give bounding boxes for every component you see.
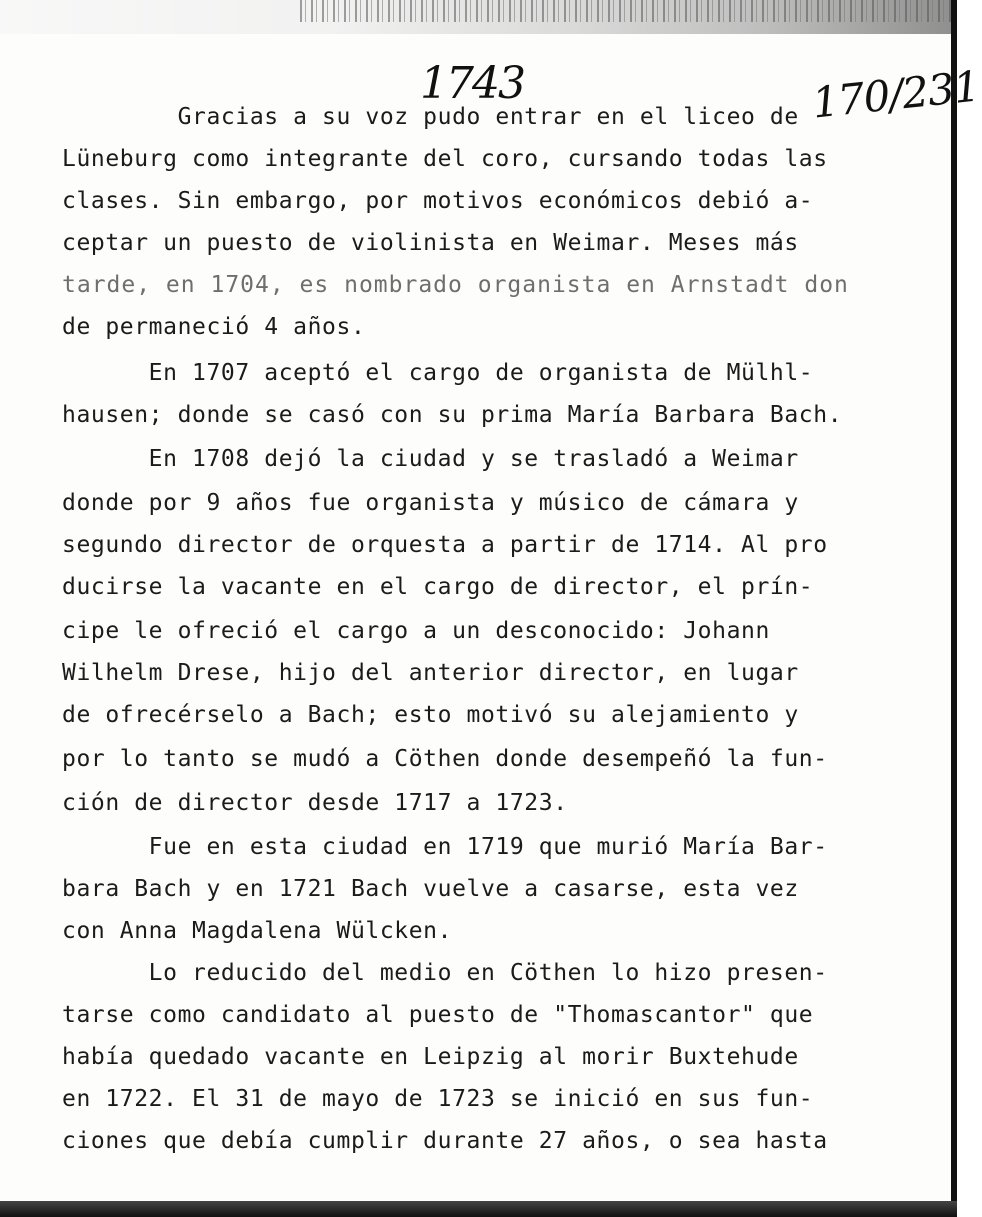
scan-top-noise <box>300 0 957 22</box>
handwritten-page-number: 1743 <box>420 58 524 109</box>
text-line: ciones que debía cumplir durante 27 años, o sea hasta <box>62 1128 828 1154</box>
text-line: ducirse la vacante en el cargo de director, el prín- <box>62 574 814 600</box>
text-line: donde por 9 años fue organista y músico de cámara y <box>62 490 799 516</box>
text-line: cipe le ofreció el cargo a un desconocido: Johann <box>62 618 770 644</box>
text-line: de permaneció 4 años. <box>62 314 366 340</box>
text-line: En 1708 dejó la ciudad y se trasladó a Weimar <box>62 446 799 472</box>
text-line: con Anna Magdalena Wülcken. <box>62 918 453 944</box>
text-line: Gracias a su voz pudo entrar en el liceo de <box>62 104 799 130</box>
text-line: por lo tanto se mudó a Cöthen donde desempeñó la fun- <box>62 746 828 772</box>
text-line: Wilhelm Drese, hijo del anterior director, en lugar <box>62 660 799 686</box>
text-line: había quedado vacante en Leipzig al morir Buxtehude <box>62 1044 799 1070</box>
text-line: ceptar un puesto de violinista en Weimar. Meses más <box>62 230 799 256</box>
text-line: tarse como candidato al puesto de "Thomascantor" que <box>62 1002 814 1028</box>
text-line: En 1707 aceptó el cargo de organista de Mülhl- <box>62 360 814 386</box>
text-line: Lo reducido del medio en Cöthen lo hizo presen- <box>62 960 828 986</box>
text-line: en 1722. El 31 de mayo de 1723 se inició en sus fun- <box>62 1086 814 1112</box>
scan-right-edge <box>951 0 957 1217</box>
text-line: Lüneburg como integrante del coro, cursando todas las <box>62 146 828 172</box>
handwritten-folio-reference: 170/231 <box>809 61 982 128</box>
text-line: de ofrecérselo a Bach; esto motivó su alejamiento y <box>62 702 799 728</box>
text-line: ción de director desde 1717 a 1723. <box>62 790 568 816</box>
scan-bottom-edge <box>0 1201 957 1217</box>
text-line: Fue en esta ciudad en 1719 que murió María Bar- <box>62 834 828 860</box>
text-line: tarde, en 1704, es nombrado organista en Arnstadt don <box>62 272 849 298</box>
text-line: bara Bach y en 1721 Bach vuelve a casarse, esta vez <box>62 876 799 902</box>
text-line: clases. Sin embargo, por motivos económicos debió a- <box>62 188 814 214</box>
text-line: hausen; donde se casó con su prima María Barbara Bach. <box>62 402 843 428</box>
text-line: segundo director de orquesta a partir de 1714. Al pro <box>62 532 828 558</box>
